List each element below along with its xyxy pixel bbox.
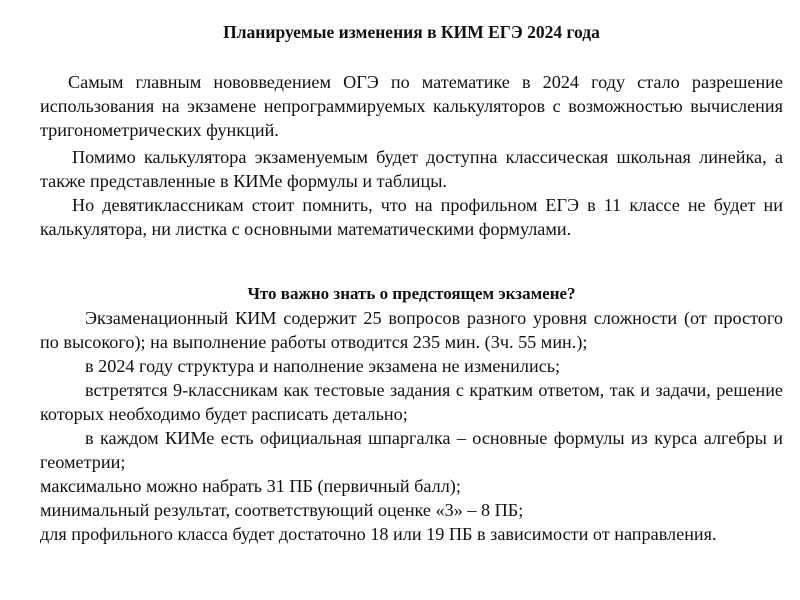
intro-paragraph-3: Но девятиклассникам стоит помнить, что на профильном ЕГЭ в 11 классе не будет ни калькулятора, ни листка с основными математическими формулами. (40, 195, 783, 239)
section-heading: Что важно знать о предстоящем экзамене? (247, 284, 576, 303)
section-paragraph-3: встретятся 9-классникам как тестовые задания с кратким ответом, так и задачи, решение которых необходимо будет расписать детально; (40, 380, 783, 424)
section-paragraph-6: минимальный результат, соответствующий оценке «3» – 8 ПБ; (40, 500, 524, 520)
section-paragraph-2: в 2024 году структура и наполнение экзамена не изменились; (85, 356, 561, 376)
section-paragraph-7: для профильного класса будет достаточно 18 или 19 ПБ в зависимости от направления. (40, 524, 717, 544)
section-paragraph-4: в каждом КИМе есть официальная шпаргалка – основные формулы из курса алгебры и геометрии; (40, 428, 783, 472)
section-paragraph-5: максимально можно набрать 31 ПБ (первичный балл); (40, 476, 461, 496)
intro-paragraph-1: Самым главным нововведением ОГЭ по математике в 2024 году стало разрешение использования на экзамене непрограммируемых калькуляторов с возможностью вычисления тригонометрических функций. (40, 72, 783, 140)
section-paragraph-1: Экзаменационный КИМ содержит 25 вопросов разного уровня сложности (от простого по высокого); на выполнение работы отводится 235 мин. (3ч. 55 мин.); (40, 308, 783, 352)
document-title: Планируемые изменения в КИМ ЕГЭ 2024 года (223, 22, 600, 42)
intro-paragraph-2: Помимо калькулятора экзаменуемым будет доступна классическая школьная линейка, а также представленные в КИМе формулы и таблицы. (40, 147, 783, 191)
